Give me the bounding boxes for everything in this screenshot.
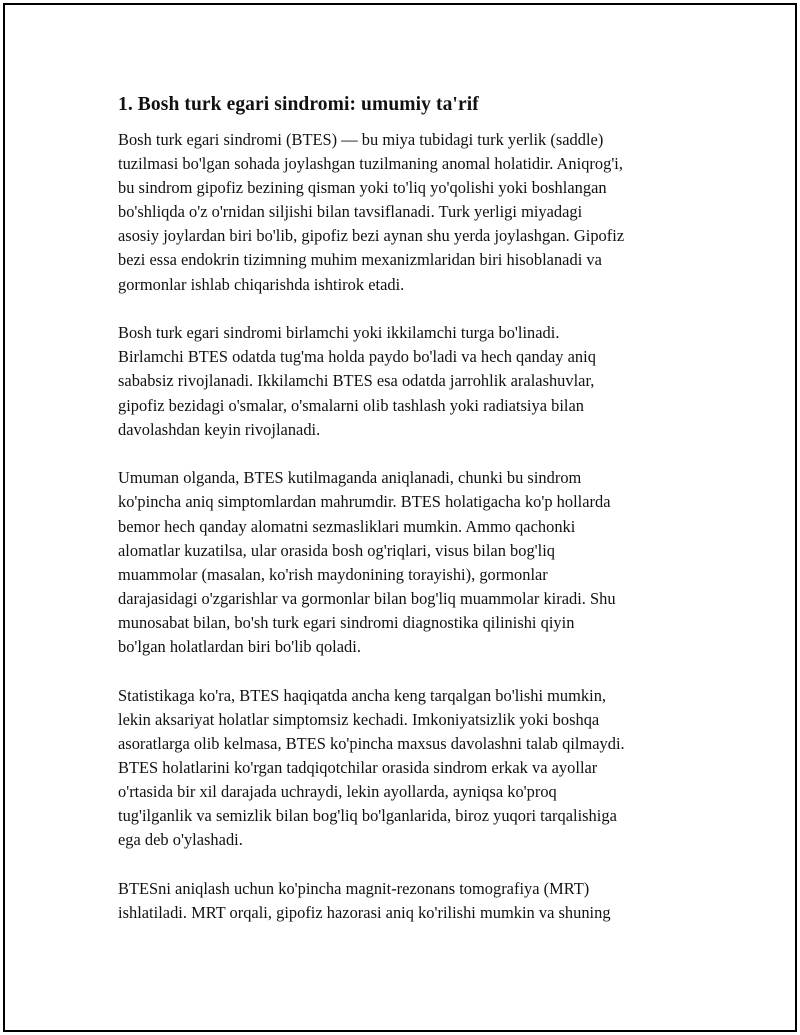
paragraph-definition [118, 128, 696, 297]
text-line: bo'shliqda o'z o'rnidan siljishi bilan tavsiflanadi. Turk yerligi miyadagi [118, 202, 583, 222]
text-line: Bosh turk egari sindromi (BTES) — bu miya tubidagi turk yerlik (saddle) [118, 130, 604, 149]
paragraph-diagnosis [118, 877, 696, 925]
text-line: gormonlar ishlab chiqarishda ishtirok etadi. [118, 274, 405, 294]
document-body [118, 92, 696, 950]
text-line: ko'pincha aniq simptomlardan mahrumdir. BTES holatigacha ko'p hollarda [118, 492, 611, 512]
text-line: bemor hech qanday alomatni sezmasliklari mumkin. Ammo qachonki [118, 516, 576, 536]
text-line: Birlamchi BTES odatda tug'ma holda paydo bo'ladi va hech qanday aniq [118, 347, 596, 367]
text-line: munosabat bilan, bo'sh turk egari sindromi diagnostika qilinishi qiyin [118, 612, 575, 632]
paragraph-statistics [118, 684, 696, 853]
text-line: Statistikaga ko'ra, BTES haqiqatda ancha keng tarqalgan bo'lishi mumkin, [118, 685, 607, 705]
text-line: sababsiz rivojlanadi. Ikkilamchi BTES esa odatda jarrohlik aralashuvlar, [118, 371, 595, 391]
text-line: lekin aksariyat holatlar simptomsiz kechadi. Imkoniyatsizlik yoki boshqa [118, 709, 600, 729]
text-line: tuzilmasi bo'lgan sohada joylashgan tuzilmaning anomal holatidir. Aniqrog'i, [118, 154, 623, 174]
text-line: BTESni aniqlash uchun ko'pincha magnit-rezonans tomografiya (MRT) [118, 878, 590, 898]
text-line: bezi essa endokrin tizimning muhim mexanizmlaridan biri hisoblanadi va [118, 250, 602, 270]
text-line: Bosh turk egari sindromi birlamchi yoki ikkilamchi turga bo'linadi. [118, 323, 560, 343]
text-line: asosiy joylardan biri bo'lib, gipofiz bezi aynan shu yerda joylashgan. Gipofiz [118, 226, 625, 246]
text-line: Umuman olganda, BTES kutilmaganda aniqlanadi, chunki bu sindrom [118, 468, 582, 488]
paragraph-types [118, 321, 696, 441]
text-line: tug'ilganlik va semizlik bilan bog'liq bo'lganlarida, biroz yuqori tarqalishiga [118, 806, 617, 826]
section-heading: 1. Bosh turk egari sindromi: umumiy ta'rif [118, 94, 479, 115]
text-line: gipofiz bezidagi o'smalar, o'smalarni olib tashlash yoki radiatsiya bilan [118, 395, 584, 415]
text-line: darajasidagi o'zgarishlar va gormonlar bilan bog'liq muammolar kiradi. Shu [118, 588, 616, 608]
text-line: ishlatiladi. MRT orqali, gipofiz hazorasi aniq ko'rilishi mumkin va shuning [118, 903, 611, 922]
text-line: bu sindrom gipofiz bezining qisman yoki to'liq yo'qolishi yoki boshlangan [118, 178, 607, 198]
text-line: bo'lgan holatlardan biri bo'lib qoladi. [118, 636, 361, 656]
text-line: o'rtasida bir xil darajada uchraydi, lekin ayollarda, ayniqsa ko'proq [118, 782, 557, 802]
text-line: asoratlarga olib kelmasa, BTES ko'pincha maxsus davolashni talab qilmaydi. [118, 733, 625, 753]
text-line: alomatlar kuzatilsa, ular orasida bosh og'riqlari, visus bilan bog'liq [118, 540, 556, 560]
text-line: davolashdan keyin rivojlanadi. [118, 419, 321, 439]
text-line: muammolar (masalan, ko'rish maydonining torayishi), gormonlar [118, 564, 548, 584]
paragraph-symptoms [118, 466, 696, 659]
text-line: BTES holatlarini ko'rgan tadqiqotchilar orasida sindrom erkak va ayollar [118, 757, 598, 777]
text-line: ega deb o'ylashadi. [118, 830, 243, 850]
